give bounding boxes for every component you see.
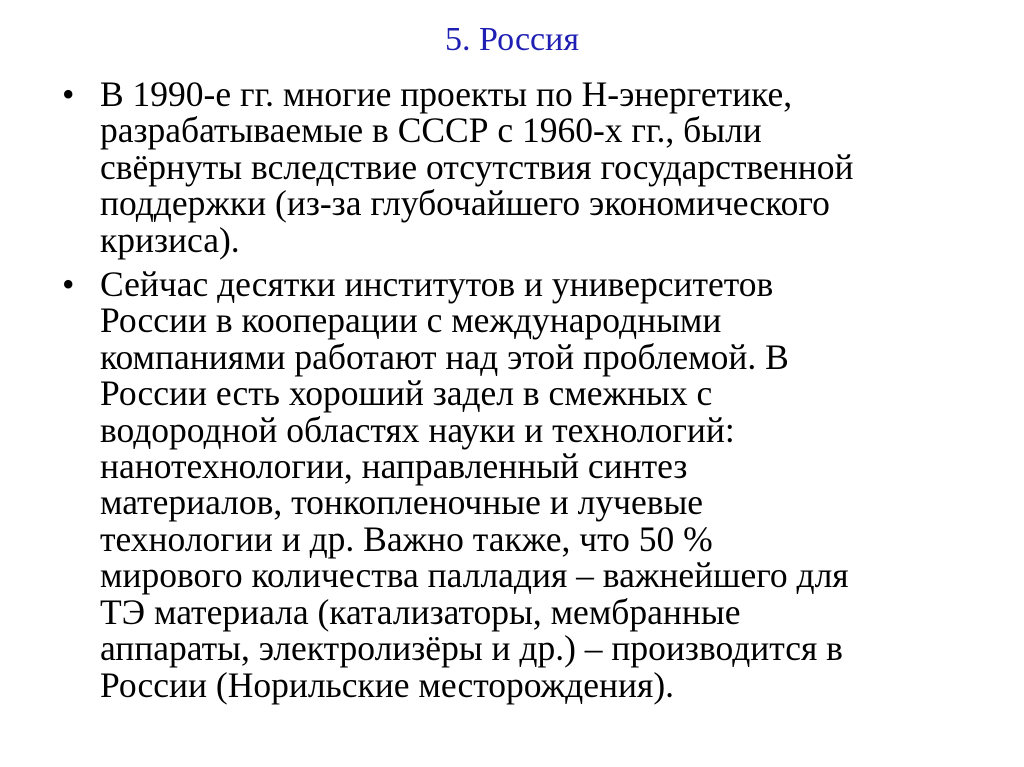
bullet-item-1 — [58, 76, 978, 258]
bullet-item-2 — [58, 266, 978, 703]
bullet-2-line-12: России (Норильские месторождения). — [100, 664, 675, 705]
bullet-2-line-4: России есть хороший задел в смежных с — [100, 373, 713, 414]
bullet-2-line-2: России в кооперации с международными — [100, 300, 722, 341]
bullet-list — [58, 76, 978, 711]
bullet-2-line-9: мирового количества палладия – важнейшего для — [100, 555, 849, 596]
bullet-2-line-10: ТЭ материала (катализаторы, мембранные — [100, 591, 741, 632]
bullet-1-line-4: поддержки (из-за глубочайшего экономического — [100, 183, 830, 224]
bullet-2-line-7: материалов, тонкопленочные и лучевые — [100, 482, 704, 523]
slide-title: 5. Россия — [445, 21, 579, 58]
bullet-2-line-5: водородной областях науки и технологий: — [100, 409, 735, 450]
bullet-2-line-1: Сейчас десятки институтов и университетов — [100, 264, 774, 305]
bullet-1-line-2: разрабатываемые в СССР с 1960-х гг., были — [100, 110, 762, 151]
bullet-2-line-8: технологии и др. Важно также, что 50 % — [100, 518, 713, 559]
bullet-dot-icon: • — [62, 74, 75, 114]
bullet-2-line-11: аппараты, электролизёры и др.) – производится в — [100, 628, 843, 669]
bullet-dot-icon: • — [62, 264, 75, 305]
bullet-1-line-1: В 1990-е гг. многие проекты по Н-энергетике, — [100, 74, 793, 114]
bullet-1-line-5: кризиса). — [100, 219, 240, 260]
bullet-2-line-6: нанотехнологии, направленный синтез — [100, 446, 688, 487]
bullet-1-line-3: свёрнуты вследствие отсутствия государственной — [100, 146, 854, 187]
bullet-2-line-3: компаниями работают над этой проблемой. В — [100, 336, 789, 377]
